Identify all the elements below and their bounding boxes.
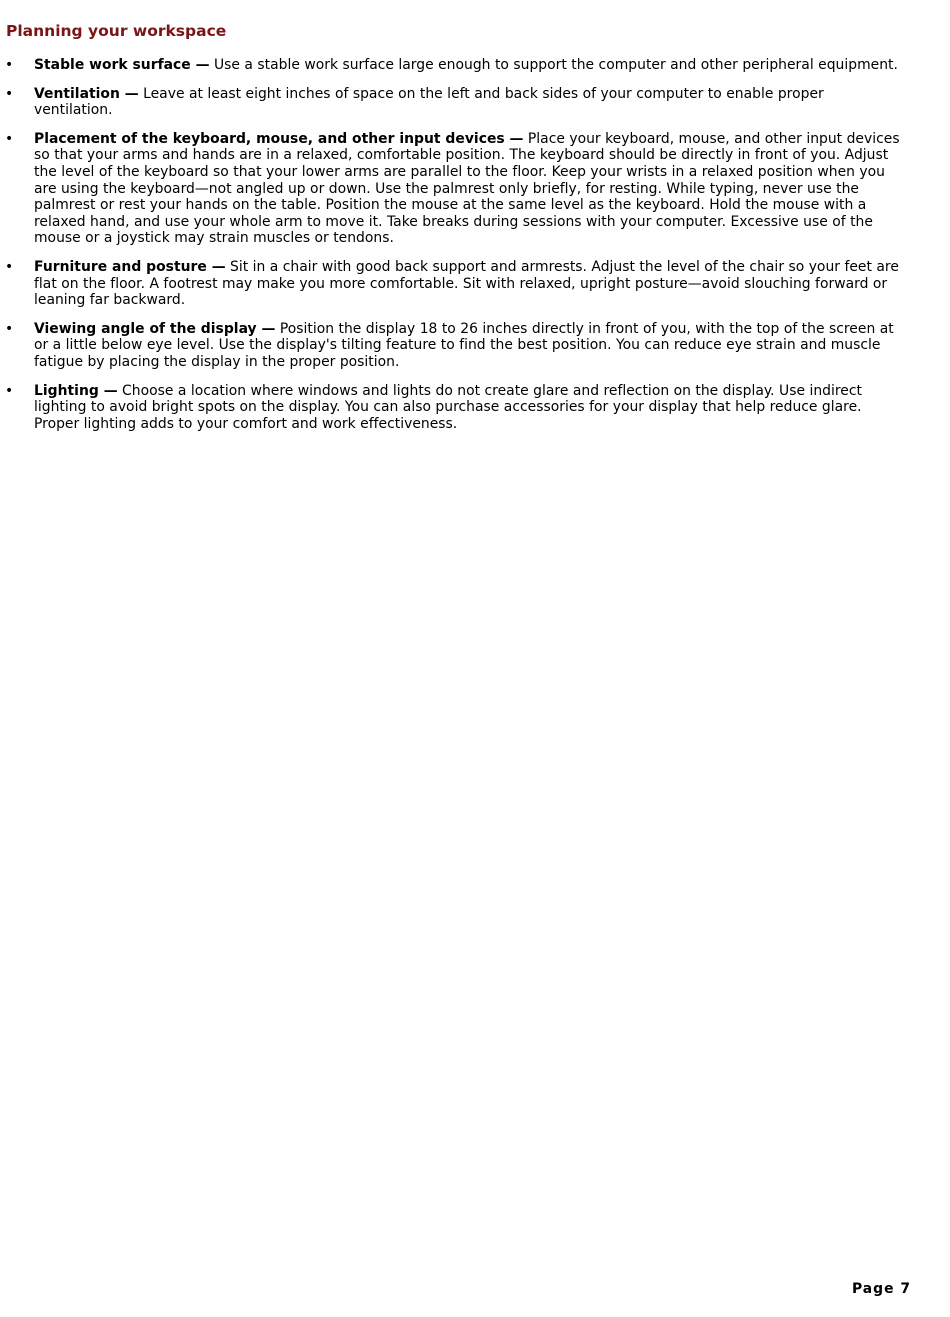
bullet-icon: • (5, 258, 14, 275)
workspace-guidelines-list (0, 57, 905, 444)
bullet-icon: • (5, 382, 14, 399)
list-item (0, 259, 905, 309)
list-item (0, 383, 905, 433)
list-item (0, 57, 905, 74)
page-number: Page 7 (851, 1281, 911, 1297)
item-title: Furniture and posture — (34, 258, 226, 275)
item-title: Stable work surface — (34, 57, 210, 73)
bullet-icon: • (5, 130, 14, 147)
item-text: Position the display 18 to 26 inches directly in front of you, with the top of the screen at or a little below eye level. Use the display's tilting feature to find the best position. You can reduce eye strain and muscle fatigue by placing the display in the proper position. (34, 320, 894, 370)
item-text: Place your keyboard, mouse, and other input devices so that your arms and hands are in a relaxed, comfortable position. The keyboard should be directly in front of you. Adjust the level of the keyboard so that your lower arms are parallel to the floor. Keep your wrists in a relaxed position when you are using the keyboard—not angled up or down. Use the palmrest only briefly, for resting. While typing, never use the palmrest or rest your hands on the table. Position the mouse at the same level as the keyboard. Hold the mouse with a relaxed hand, and use your whole arm to move it. Take breaks during sessions with your computer. Excessive use of the mouse or a joystick may strain muscles or tendons. (34, 130, 900, 247)
bullet-icon: • (5, 320, 14, 337)
item-title: Placement of the keyboard, mouse, and other input devices — (34, 130, 524, 147)
list-item (0, 86, 905, 119)
list-item (0, 321, 905, 371)
item-title: Viewing angle of the display — (34, 320, 276, 337)
list-item (0, 131, 905, 247)
page-title: Planning your workspace (6, 22, 227, 40)
item-title: Ventilation — (34, 85, 139, 102)
item-text: Choose a location where windows and lights do not create glare and reflection on the display. Use indirect lighting to avoid bright spots on the display. You can also purchase accessories for your display that help reduce glare. Proper lighting adds to your comfort and work effectiveness. (34, 382, 862, 432)
bullet-icon: • (5, 85, 14, 102)
item-text: Leave at least eight inches of space on the left and back sides of your computer to enable proper ventilation. (34, 85, 824, 119)
item-text: Use a stable work surface large enough to support the computer and other peripheral equipment. (209, 57, 898, 73)
item-title: Lighting — (34, 382, 118, 399)
item-text: Sit in a chair with good back support and armrests. Adjust the level of the chair so your feet are flat on the floor. A footrest may make you more comfortable. Sit with relaxed, upright posture—avoid slouching forward or leaning far backward. (34, 258, 899, 309)
bullet-icon: • (5, 57, 14, 73)
